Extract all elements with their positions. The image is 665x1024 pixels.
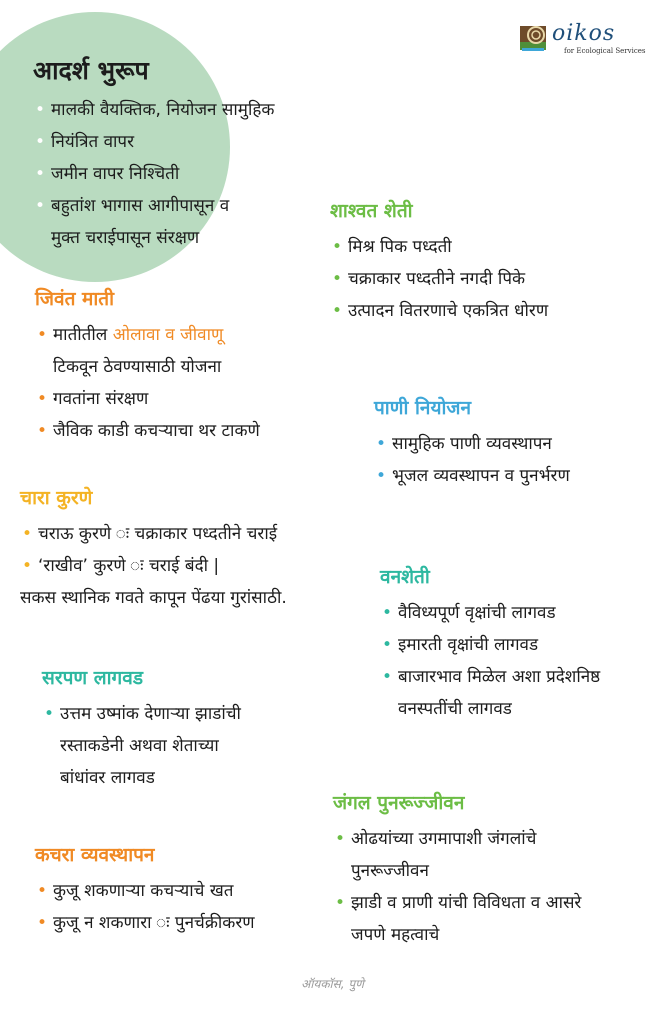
section-title: कचरा व्यवस्थापन [35,844,155,866]
list-item: • जैविक काडी कचऱ्याचा थर टाकणे [35,415,260,447]
list-item: • जमीन वापर निश्चिती [33,158,274,190]
section-title: आदर्श भुरूप [33,56,149,85]
bullet-icon: • [332,269,343,289]
bullet-icon: • [332,301,343,321]
highlight-text: ओलावा व जीवाणू [112,325,224,345]
bullet-icon: • [382,635,393,655]
section-living-soil [35,285,260,447]
bullet-icon: • [35,164,46,184]
list-item: • चराऊ कुरणे ः चक्राकार पध्दतीने चराई [20,518,287,550]
bullet-icon: • [335,829,346,849]
logo-tagline: for Ecological Services [564,47,646,55]
section-agroforestry [380,563,600,725]
list-item: • बहुतांश भागास आगीपासून व मुक्त चराईपासून संरक्षण [33,190,274,254]
continuation-text: सकस स्थानिक गवते कापून पेंढया गुरांसाठी. [20,588,287,608]
list-item: • झाडी व प्राणी यांची विविधता व आसरे जपणे महत्वाचे [333,887,581,951]
logo-name: oikos [552,21,616,46]
bullet-icon: • [37,421,48,441]
list-item: • ओढयांच्या उगमापाशी जंगलांचे पुनरूज्जीवन [333,823,581,887]
section-title: जंगल पुनरूज्जीवन [333,792,465,814]
list-item: • गवतांना संरक्षण [35,383,260,415]
bullet-icon: • [37,881,48,901]
section-title: सरपण लागवड [42,667,143,689]
bullet-icon: • [376,466,387,486]
list-item: • ‘राखीव’ कुरणे ः चराई बंदी | [20,550,287,582]
list-item: • उत्तम उष्मांक देणाऱ्या झाडांची रस्ताकडेनी अथवा शेताच्या बांधांवर लागवड [42,698,241,794]
section-title: जिवंत माती [35,288,115,310]
section-forest-revival [333,789,581,951]
bullet-icon: • [22,524,33,544]
list-item: • कुजू न शकणारा ः पुनर्चक्रीकरण [35,907,255,939]
bullet-icon: • [332,237,343,257]
bullet-icon: • [382,667,393,687]
bullet-icon: • [35,132,46,152]
bullet-icon: • [37,325,48,345]
list-item: • नियंत्रित वापर [33,126,274,158]
bullet-icon: • [37,913,48,933]
section-waste-management [35,841,255,939]
list-item: • बाजारभाव मिळेल अशा प्रदेशनिष्ठ वनस्पतींची लागवड [380,661,600,725]
list-item: • भूजल व्यवस्थापन व पुनर्भरण [374,460,570,492]
bullet-icon: • [35,100,46,120]
list-item: • मालकी वैयक्तिक, नियोजन सामुहिक [33,94,274,126]
section-fuelwood [42,664,241,794]
list-item: • कुजू शकणाऱ्या कचऱ्याचे खत [35,875,255,907]
list-item: • मातीतील ओलावा व जीवाणू टिकवून ठेवण्यासाठी योजना [35,319,260,383]
section-fodder-pasture [20,484,287,614]
section-title: वनशेती [380,566,430,588]
section-sustainable-farming [330,197,548,327]
section-ideal-landform [33,54,274,254]
bullet-icon: • [22,556,33,576]
oikos-logo [520,22,645,55]
bullet-icon: • [35,196,46,216]
footer-credit: ऑयकॉस, पुणे [301,977,364,991]
bullet-icon: • [376,434,387,454]
bullet-icon: • [335,893,346,913]
list-item: • सामुहिक पाणी व्यवस्थापन [374,428,570,460]
section-water-planning [374,394,570,492]
section-title: चारा कुरणे [20,487,93,509]
section-title: शाश्वत शेती [330,200,413,222]
list-item: • मिश्र पिक पध्दती [330,231,548,263]
list-item: • इमारती वृक्षांची लागवड [380,629,600,661]
bullet-icon: • [44,704,55,724]
list-item: • वैविध्यपूर्ण वृक्षांची लागवड [380,597,600,629]
list-item: • चक्राकार पध्दतीने नगदी पिके [330,263,548,295]
bullet-icon: • [37,389,48,409]
logo-emblem-icon [520,22,548,54]
section-title: पाणी नियोजन [374,397,472,419]
bullet-icon: • [382,603,393,623]
list-item: • उत्पादन वितरणाचे एकत्रित धोरण [330,295,548,327]
